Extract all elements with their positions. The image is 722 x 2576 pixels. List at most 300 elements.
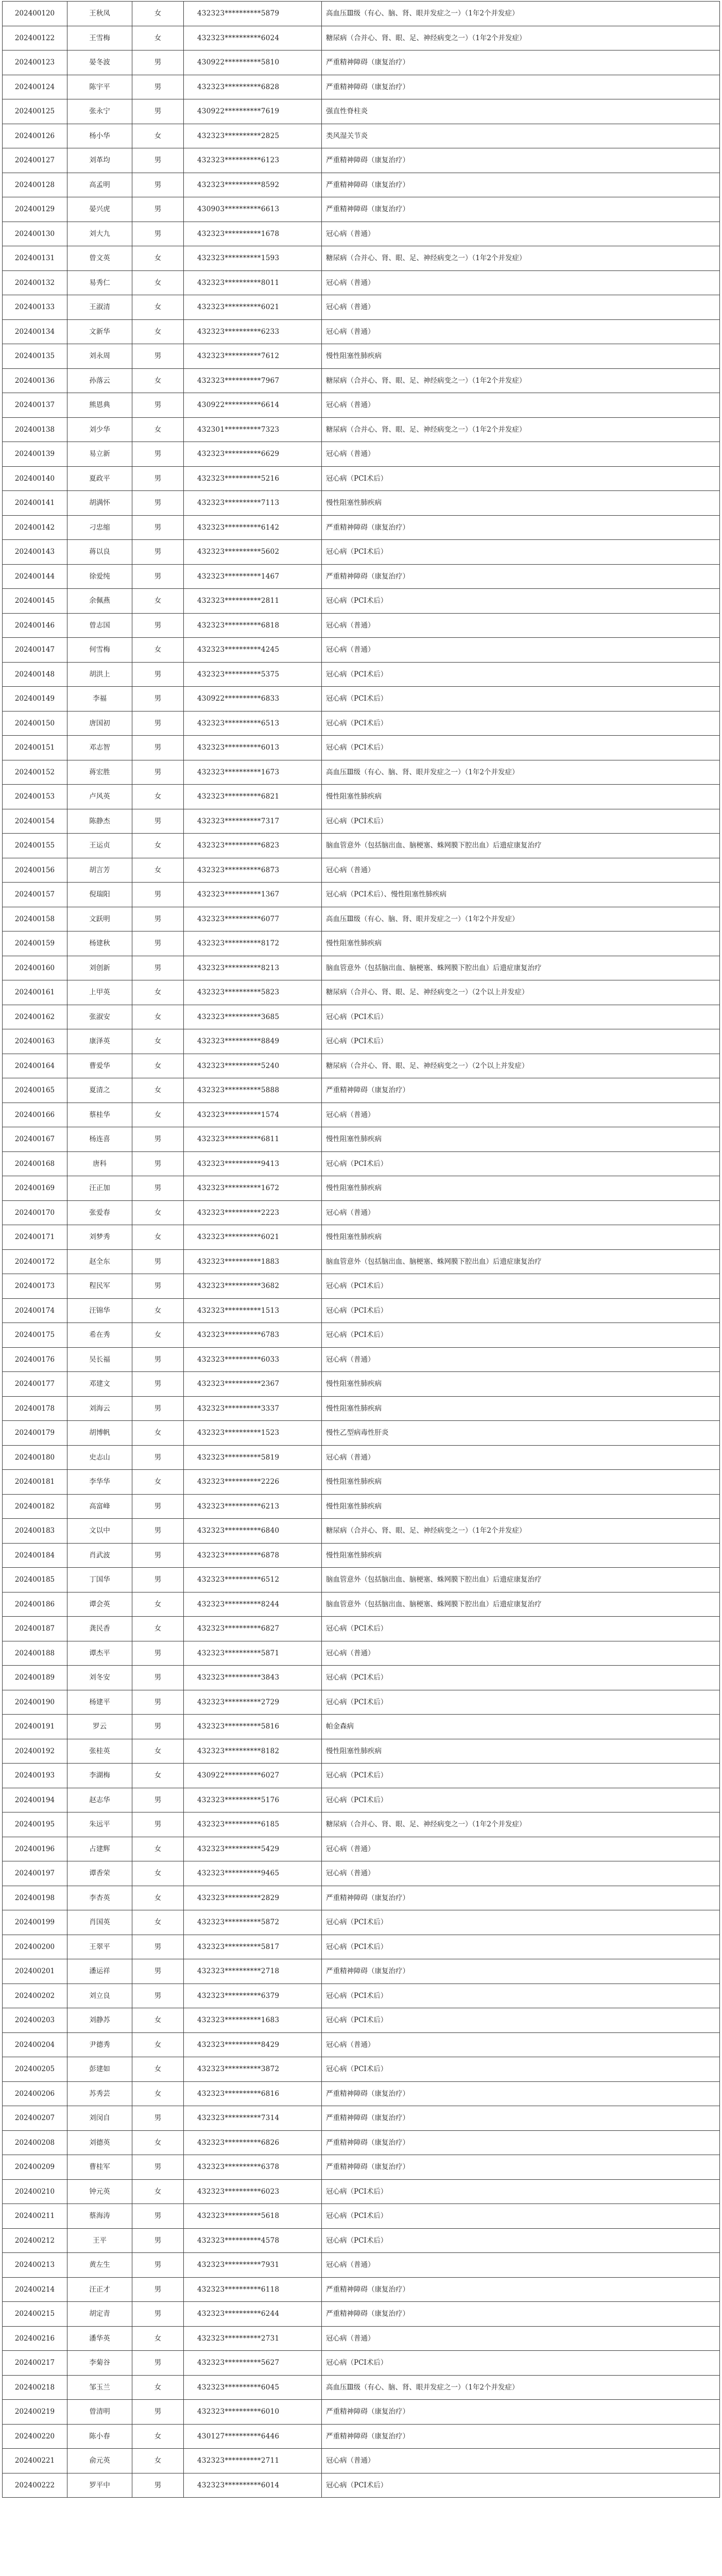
id-card-number-cell: 432323**********2811 [184,589,322,614]
table-row [3,2057,720,2082]
gender-cell: 男 [132,1396,184,1421]
chronic-disease-cell: 冠心病（PCI术后） [322,1323,720,1348]
chronic-disease-cell: 冠心病（普通） [322,1347,720,1372]
record-number-cell: 202400155 [3,834,67,858]
table-row [3,1519,720,1544]
gender-cell: 男 [132,1249,184,1274]
patient-name-cell: 刘静苏 [67,2008,132,2033]
record-number-cell: 202400171 [3,1225,67,1250]
table-row [3,2400,720,2425]
chronic-disease-cell: 慢性阻塞性肺疾病 [322,785,720,809]
chronic-disease-cell: 冠心病（普通） [322,2326,720,2351]
chronic-disease-cell: 严重精神障碍（康复治疗） [322,197,720,222]
id-card-number-cell: 432323**********1673 [184,760,322,785]
gender-cell: 男 [132,1519,184,1544]
id-card-number-cell: 430922**********5810 [184,50,322,75]
chronic-disease-cell: 严重精神障碍（康复治疗） [322,2424,720,2449]
patient-name-cell: 康泽英 [67,1029,132,1054]
record-number-cell: 202400221 [3,2449,67,2473]
patient-name-cell: 吴长福 [67,1347,132,1372]
chronic-disease-cell: 慢性阻塞性肺疾病 [322,931,720,956]
chronic-disease-cell: 冠心病（普通） [322,1445,720,1470]
gender-cell: 男 [132,344,184,369]
table-row [3,2008,720,2033]
id-card-number-cell: 432323**********5819 [184,1445,322,1470]
patient-name-cell: 潘华英 [67,2326,132,2351]
chronic-disease-cell: 糖尿病（合并心、肾、眼、足、神经病变之一）（1年2个并发症） [322,1519,720,1544]
id-card-number-cell: 432323**********6816 [184,2081,322,2106]
record-number-cell: 202400134 [3,319,67,344]
gender-cell: 女 [132,1764,184,1788]
chronic-disease-cell: 慢性阻塞性肺疾病 [322,1176,720,1201]
record-number-cell: 202400169 [3,1176,67,1201]
record-number-cell: 202400120 [3,2,67,26]
table-row [3,858,720,883]
record-number-cell: 202400128 [3,173,67,197]
gender-cell: 男 [132,2228,184,2253]
patient-name-cell: 彭建如 [67,2057,132,2082]
patient-name-cell: 文新华 [67,319,132,344]
gender-cell: 男 [132,662,184,687]
chronic-disease-cell: 冠心病（普通） [322,1641,720,1666]
table-row [3,222,720,246]
table-row [3,736,720,760]
gender-cell: 男 [132,907,184,931]
chronic-disease-cell: 严重精神障碍（康复治疗） [322,2400,720,2425]
chronic-disease-cell: 类风湿关节炎 [322,124,720,148]
patient-name-cell: 刘德英 [67,2130,132,2155]
record-number-cell: 202400209 [3,2155,67,2180]
table-row [3,2326,720,2351]
record-number-cell: 202400143 [3,540,67,565]
chronic-disease-cell: 脑血管意外（包括脑出血、脑梗塞、蛛网膜下腔出血）后遗症康复治疗 [322,956,720,980]
record-number-cell: 202400163 [3,1029,67,1054]
record-number-cell: 202400122 [3,26,67,50]
id-card-number-cell: 432323**********4578 [184,2228,322,2253]
record-number-cell: 202400220 [3,2424,67,2449]
record-number-cell: 202400184 [3,1543,67,1568]
record-number-cell: 202400215 [3,2302,67,2327]
table-row [3,442,720,467]
id-card-number-cell: 430922**********6614 [184,393,322,418]
gender-cell: 男 [132,2253,184,2278]
id-card-number-cell: 432323**********6077 [184,907,322,931]
table-row [3,1886,720,1910]
chronic-disease-cell: 冠心病（PCI术后） [322,1764,720,1788]
id-card-number-cell: 432323**********6826 [184,2130,322,2155]
gender-cell: 男 [132,687,184,711]
chronic-disease-cell: 冠心病（PCI术后） [322,589,720,614]
patient-name-cell: 蔡桂华 [67,1103,132,1127]
gender-cell: 男 [132,1641,184,1666]
gender-cell: 女 [132,638,184,663]
record-number-cell: 202400195 [3,1812,67,1837]
table-row [3,197,720,222]
patient-name-cell: 刘梦秀 [67,1225,132,1250]
patient-name-cell: 刘冬安 [67,1666,132,1690]
gender-cell: 男 [132,50,184,75]
gender-cell: 女 [132,1421,184,1446]
record-number-cell: 202400173 [3,1274,67,1299]
id-card-number-cell: 430922**********7619 [184,99,322,124]
id-card-number-cell: 432323**********5429 [184,1837,322,1861]
gender-cell: 男 [132,1984,184,2008]
id-card-number-cell: 432323**********5240 [184,1054,322,1078]
chronic-disease-cell: 高血压Ⅲ级（有心、脑、肾、眼并发症之一）（1年2个并发症） [322,907,720,931]
gender-cell: 女 [132,1323,184,1348]
id-card-number-cell: 432323**********6024 [184,26,322,50]
gender-cell: 女 [132,1470,184,1495]
chronic-disease-cell: 帕金森病 [322,1715,720,1739]
patient-name-cell: 刁忠缩 [67,515,132,540]
table-row [3,1592,720,1617]
patient-name-cell: 谭香荣 [67,1861,132,1886]
table-row [3,2130,720,2155]
table-row [3,1372,720,1397]
record-number-cell: 202400217 [3,2351,67,2376]
id-card-number-cell: 432323**********3685 [184,1005,322,1029]
table-row [3,1323,720,1348]
record-number-cell: 202400153 [3,785,67,809]
gender-cell: 男 [132,883,184,907]
chronic-disease-cell: 冠心病（PCI术后） [322,687,720,711]
table-row [3,1421,720,1446]
patient-name-cell: 尹德秀 [67,2032,132,2057]
table-row [3,1959,720,1984]
patient-name-cell: 王翠平 [67,1935,132,1959]
chronic-disease-cell: 慢性阻塞性肺疾病 [322,1396,720,1421]
patient-name-cell: 罗平中 [67,2473,132,2498]
id-card-number-cell: 432323**********6827 [184,1617,322,1641]
id-card-number-cell: 432323**********2223 [184,1200,322,1225]
record-number-cell: 202400157 [3,883,67,907]
record-number-cell: 202400206 [3,2081,67,2106]
patient-name-cell: 倪瑞阳 [67,883,132,907]
table-row [3,417,720,442]
record-number-cell: 202400147 [3,638,67,663]
patient-name-cell: 史志山 [67,1445,132,1470]
record-number-cell: 202400145 [3,589,67,614]
record-number-cell: 202400125 [3,99,67,124]
id-card-number-cell: 432323**********1678 [184,222,322,246]
chronic-disease-cell: 冠心病（普通） [322,319,720,344]
table-row [3,1151,720,1176]
gender-cell: 女 [132,1617,184,1641]
table-row [3,2,720,26]
chronic-disease-cell: 糖尿病（合并心、肾、眼、足、神经病变之一）（1年2个并发症） [322,417,720,442]
patient-name-cell: 李福 [67,687,132,711]
patient-name-cell: 夏政平 [67,466,132,491]
gender-cell: 男 [132,1666,184,1690]
table-row [3,1935,720,1959]
table-row [3,1225,720,1250]
table-row [3,2277,720,2302]
patient-name-cell: 上甲英 [67,980,132,1005]
gender-cell: 女 [132,2,184,26]
record-number-cell: 202400205 [3,2057,67,2082]
record-number-cell: 202400207 [3,2106,67,2131]
patient-name-cell: 王平 [67,2228,132,2253]
gender-cell: 女 [132,26,184,50]
record-number-cell: 202400139 [3,442,67,467]
table-row [3,344,720,369]
id-card-number-cell: 432323**********6021 [184,295,322,320]
patient-name-cell: 汪正才 [67,2277,132,2302]
chronic-disease-cell: 慢性阻塞性肺疾病 [322,1494,720,1519]
table-row [3,564,720,589]
patient-name-cell: 胡洪上 [67,662,132,687]
gender-cell: 男 [132,1690,184,1715]
patient-name-cell: 王运贞 [67,834,132,858]
gender-cell: 女 [132,2179,184,2204]
gender-cell: 女 [132,1054,184,1078]
chronic-disease-cell: 严重精神障碍（康复治疗） [322,2155,720,2180]
record-number-cell: 202400185 [3,1568,67,1592]
gender-cell: 女 [132,1739,184,1764]
table-row [3,1176,720,1201]
gender-cell: 女 [132,2057,184,2082]
patient-name-cell: 曾文英 [67,246,132,271]
chronic-disease-cell: 糖尿病（合并心、肾、眼、足、神经病变之一）（1年2个并发症） [322,26,720,50]
table-row [3,246,720,271]
gender-cell: 女 [132,1005,184,1029]
table-row [3,2155,720,2180]
record-number-cell: 202400148 [3,662,67,687]
gender-cell: 女 [132,368,184,393]
patient-name-cell: 文跃明 [67,907,132,931]
id-card-number-cell: 432323**********8244 [184,1592,322,1617]
patient-name-cell: 汪正加 [67,1176,132,1201]
patient-name-cell: 龚民香 [67,1617,132,1641]
record-number-cell: 202400216 [3,2326,67,2351]
id-card-number-cell: 432323**********5817 [184,1935,322,1959]
chronic-disease-cell: 脑血管意外（包括脑出血、脑梗塞、蛛网膜下腔出血）后遗症康复治疗 [322,1249,720,1274]
table-row [3,75,720,99]
gender-cell: 女 [132,2449,184,2473]
record-number-cell: 202400219 [3,2400,67,2425]
record-number-cell: 202400202 [3,1984,67,2008]
gender-cell: 女 [132,1837,184,1861]
gender-cell: 男 [132,1347,184,1372]
record-number-cell: 202400174 [3,1298,67,1323]
patient-name-cell: 曹桂军 [67,2155,132,2180]
record-number-cell: 202400194 [3,1788,67,1812]
patient-name-cell: 张爱春 [67,1200,132,1225]
table-row [3,1837,720,1861]
record-number-cell: 202400181 [3,1470,67,1495]
id-card-number-cell: 430127**********6446 [184,2424,322,2449]
table-row [3,711,720,736]
patient-name-cell: 蒋以良 [67,540,132,565]
chronic-disease-cell: 脑血管意外（包括脑出血、脑梗塞、蛛网膜下腔出血）后遗症康复治疗 [322,1568,720,1592]
id-card-number-cell: 432323**********6513 [184,711,322,736]
patient-name-cell: 张淑安 [67,1005,132,1029]
gender-cell: 男 [132,564,184,589]
chronic-disease-cell: 严重精神障碍（康复治疗） [322,1886,720,1910]
table-row [3,2106,720,2131]
id-card-number-cell: 432323**********6379 [184,1984,322,2008]
record-number-cell: 202400214 [3,2277,67,2302]
chronic-disease-cell: 冠心病（PCI术后） [322,1666,720,1690]
id-card-number-cell: 432323**********1367 [184,883,322,907]
table-row [3,1764,720,1788]
gender-cell: 男 [132,1788,184,1812]
patient-name-cell: 张桂英 [67,1739,132,1764]
id-card-number-cell: 432323**********5823 [184,980,322,1005]
id-card-number-cell: 432323**********6878 [184,1543,322,1568]
table-row [3,1715,720,1739]
record-number-cell: 202400154 [3,809,67,834]
id-card-number-cell: 432323**********6123 [184,148,322,173]
chronic-disease-cell: 脑血管意外（包括脑出血、脑梗塞、蛛网膜下腔出血）后遗症康复治疗 [322,1592,720,1617]
record-number-cell: 202400138 [3,417,67,442]
chronic-disease-cell: 强直性脊柱炎 [322,99,720,124]
table-row [3,2204,720,2229]
chronic-disease-cell: 严重精神障碍（康复治疗） [322,2106,720,2131]
id-card-number-cell: 432323**********2825 [184,124,322,148]
table-row [3,1788,720,1812]
record-number-cell: 202400175 [3,1323,67,1348]
gender-cell: 男 [132,1568,184,1592]
id-card-number-cell: 432323**********2226 [184,1470,322,1495]
gender-cell: 女 [132,1200,184,1225]
record-number-cell: 202400172 [3,1249,67,1274]
chronic-disease-cell: 高血压Ⅲ级（有心、脑、肾、眼并发症之一）（1年2个并发症） [322,2375,720,2400]
table-row [3,2081,720,2106]
table-row [3,1396,720,1421]
chronic-disease-cell: 冠心病（普通） [322,638,720,663]
patient-name-cell: 易立新 [67,442,132,467]
table-row [3,1910,720,1935]
patient-name-cell: 汪锦华 [67,1298,132,1323]
patient-name-cell: 邓志智 [67,736,132,760]
id-card-number-cell: 432323**********8172 [184,931,322,956]
id-card-number-cell: 432323**********6142 [184,515,322,540]
id-card-number-cell: 432323**********6010 [184,2400,322,2425]
chronic-disease-cell: 严重精神障碍（康复治疗） [322,564,720,589]
id-card-number-cell: 432323**********6013 [184,736,322,760]
gender-cell: 女 [132,2032,184,2057]
id-card-number-cell: 432323**********1513 [184,1298,322,1323]
table-row [3,1298,720,1323]
table-row [3,687,720,711]
patient-name-cell: 苏秀芸 [67,2081,132,2106]
id-card-number-cell: 432323**********5375 [184,662,322,687]
gender-cell: 女 [132,1592,184,1617]
id-card-number-cell: 432323**********5618 [184,2204,322,2229]
chronic-disease-cell: 冠心病（PCI术后） [322,662,720,687]
table-row [3,26,720,50]
id-card-number-cell: 432323**********4245 [184,638,322,663]
id-card-number-cell: 432323**********6823 [184,834,322,858]
id-card-number-cell: 432323**********6023 [184,2179,322,2204]
record-number-cell: 202400124 [3,75,67,99]
gender-cell: 男 [132,1176,184,1201]
patient-name-cell: 赵志华 [67,1788,132,1812]
chronic-disease-cell: 冠心病（PCI术后） [322,2179,720,2204]
gender-cell: 女 [132,1886,184,1910]
record-number-cell: 202400156 [3,858,67,883]
patient-name-cell: 曹爱华 [67,1054,132,1078]
record-number-cell: 202400136 [3,368,67,393]
id-card-number-cell: 432323**********1672 [184,1176,322,1201]
id-card-number-cell: 432323**********6033 [184,1347,322,1372]
id-card-number-cell: 432323**********8011 [184,270,322,295]
patient-name-cell: 王雪梅 [67,26,132,50]
patient-name-cell: 胡言芳 [67,858,132,883]
record-number-cell: 202400141 [3,491,67,516]
record-number-cell: 202400222 [3,2473,67,2498]
gender-cell: 男 [132,1543,184,1568]
table-row [3,540,720,565]
chronic-disease-cell: 冠心病（普通） [322,1200,720,1225]
id-card-number-cell: 432323**********6811 [184,1127,322,1152]
table-row [3,368,720,393]
chronic-disease-cell: 慢性阻塞性肺疾病 [322,491,720,516]
record-number-cell: 202400170 [3,1200,67,1225]
patient-name-cell: 刘立良 [67,1984,132,2008]
patient-name-cell: 邹玉兰 [67,2375,132,2400]
patient-name-cell: 蔡海涛 [67,2204,132,2229]
record-number-cell: 202400212 [3,2228,67,2253]
table-row [3,809,720,834]
gender-cell: 男 [132,442,184,467]
chronic-disease-cell: 慢性阻塞性肺疾病 [322,1543,720,1568]
gender-cell: 男 [132,540,184,565]
id-card-number-cell: 432323**********3682 [184,1274,322,1299]
patient-name-cell: 陈静杰 [67,809,132,834]
chronic-disease-cell: 慢性阻塞性肺疾病 [322,1470,720,1495]
table-row [3,50,720,75]
record-number-cell: 202400208 [3,2130,67,2155]
gender-cell: 男 [132,711,184,736]
table-row [3,295,720,320]
gender-cell: 女 [132,1910,184,1935]
id-card-number-cell: 432323**********5602 [184,540,322,565]
table-row [3,1347,720,1372]
record-number-cell: 202400161 [3,980,67,1005]
gender-cell: 男 [132,99,184,124]
record-number-cell: 202400151 [3,736,67,760]
gender-cell: 女 [132,2081,184,2106]
chronic-disease-cell: 糖尿病（合并心、肾、眼、足、神经病变之一）（2个以上并发症） [322,980,720,1005]
patient-name-cell: 文以中 [67,1519,132,1544]
patient-name-cell: 易秀仁 [67,270,132,295]
patient-name-cell: 杨建秋 [67,931,132,956]
gender-cell: 男 [132,197,184,222]
id-card-number-cell: 432323**********6828 [184,75,322,99]
record-number-cell: 202400123 [3,50,67,75]
chronic-disease-cell: 慢性阻塞性肺疾病 [322,1372,720,1397]
table-row [3,2375,720,2400]
record-number-cell: 202400182 [3,1494,67,1519]
id-card-number-cell: 432323**********6512 [184,1568,322,1592]
table-row [3,1470,720,1495]
record-number-cell: 202400177 [3,1372,67,1397]
record-number-cell: 202400140 [3,466,67,491]
gender-cell: 男 [132,809,184,834]
chronic-disease-cell: 严重精神障碍（康复治疗） [322,2081,720,2106]
patient-name-cell: 邓建文 [67,1372,132,1397]
id-card-number-cell: 432323**********6378 [184,2155,322,2180]
id-card-number-cell: 432323**********6233 [184,319,322,344]
chronic-disease-cell: 冠心病（PCI术后） [322,1274,720,1299]
chronic-disease-cell: 严重精神障碍（康复治疗） [322,148,720,173]
patient-name-cell: 晏兴虎 [67,197,132,222]
chronic-disease-cell: 冠心病（PCI术后） [322,1617,720,1641]
gender-cell: 女 [132,270,184,295]
gender-cell: 男 [132,2473,184,2498]
